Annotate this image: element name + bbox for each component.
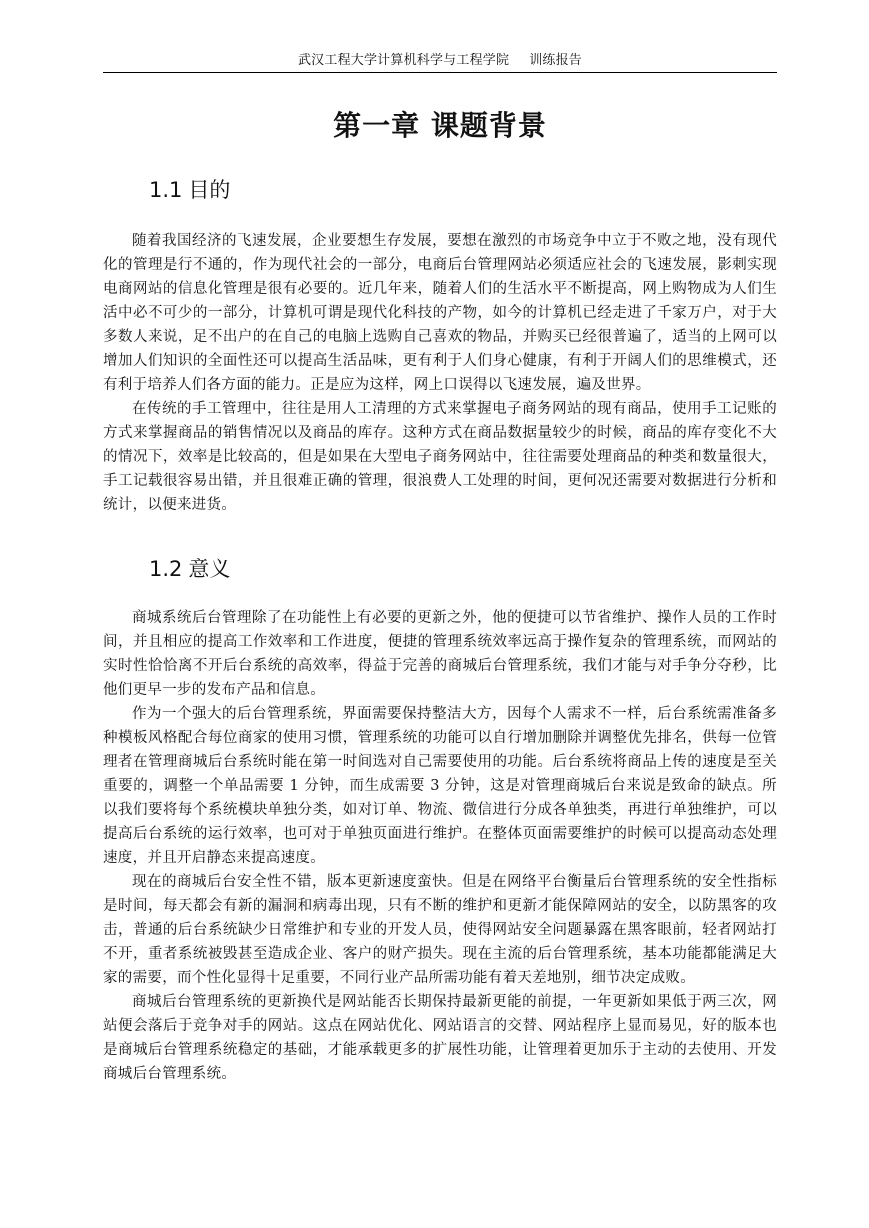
section-number: 1.1 bbox=[149, 178, 183, 202]
paragraph: 随着我国经济的飞速发展，企业要想生存发展，要想在激烈的市场竞争中立于不败之地，没有现代化的管理是行不通的，作为现代社会的一部分，电商后台管理网站必须适应社会的飞速发展，影刺实现电商网站的信息化管理是很有必要的。近几年来，随着人们的生活水平不断提高，网上购物成为人们生活中必不可少的一部分，计算机可谓是现代化科技的产物，如今的计算机已经走进了千家万户，对于大多数人来说，足不出户的在自己的电脑上选购自己喜欢的物品，并购买已经很普遍了，适当的上网可以增加人们知识的全面性还可以提高生活品味，更有利于人们身心健康，有利于开阔人们的思维模式，还有利于培养人们各方面的能力。正是应为这样，网上口误得以飞速发展，遍及世界。 bbox=[103, 233, 777, 393]
paragraph: 商城后台管理系统的更新换代是网站能否长期保持最新更能的前提，一年更新如果低于两三次，网站便会落后于竞争对手的网站。这点在网站优化、网站语言的交替、网站程序上显而易见，好的版本也是商城后台管理系统稳定的基础，才能承载更多的扩展性功能，让管理着更加乐于主动的去使用、开发商城后台管理系统。 bbox=[103, 994, 777, 1082]
header-doc-type: 训练报告 bbox=[529, 53, 582, 68]
paragraph: 作为一个强大的后台管理系统，界面需要保持整洁大方，因每个人需求不一样，后台系统需准备多种模板风格配合每位商家的使用习惯，管理系统的功能可以自行增加删除并调整优先排名，供每一位管理者在管理商城后台系统时能在第一时间选对自己需要使用的功能。后台系统将商品上传的速度是至关重要的，调整一个单品需要 1 分钟，而生成需要 3 分钟，这是对管理商城后台来说是致命的缺点。所以我们要将每个系统模块单独分类，如对订单、物流、微信进行分成各单独类，再进行单独维护，可以提高后台系统的运行效率，也可对于单独页面进行维护。在整体页面需要维护的时候可以提高动态处理速度，并且开启静态来提高速度。 bbox=[103, 706, 777, 866]
section-title: 目的 bbox=[188, 178, 231, 202]
section-title: 意义 bbox=[188, 557, 231, 581]
paragraph: 现在的商城后台安全性不错，版本更新速度蛮快。但是在网络平台衡量后台管理系统的安全性指标是时间，每天都会有新的漏洞和病毒出现，只有不断的维护和更新才能保障网站的安全，以防黑客的攻击，普通的后台系统缺少日常维护和专业的开发人员，使得网站安全问题暴露在黑客眼前，轻者网站打不开，重者系统被毁甚至造成企业、客户的财产损失。现在主流的后台管理系统，基本功能都能满足大家的需要，而个性化显得十足重要，不同行业产品所需功能有着天差地别，细节决定成败。 bbox=[103, 874, 777, 986]
paragraph: 商城系统后台管理除了在功能性上有必要的更新之外，他的便捷可以节省维护、操作人员的工作时间，并且相应的提高工作效率和工作进度，便捷的管理系统效率远高于操作复杂的管理系统，而网站的实时性恰恰离不开后台系统的高效率，得益于完善的商城后台管理系统，我们才能与对手争分夺秒，比他们更早一步的发布产品和信息。 bbox=[103, 610, 777, 698]
section-body-significance bbox=[103, 606, 777, 1086]
section-heading-purpose bbox=[149, 175, 230, 205]
paragraph: 在传统的手工管理中，往往是用人工清理的方式来掌握电子商务网站的现有商品，使用手工记账的方式来掌握商品的销售情况以及商品的库存。这种方式在商品数据量较少的时候，商品的库存变化不大的情况下，效率是比较高的，但是如果在大型电子商务网站中，往往需要处理商品的种类和数量很大，手工记载很容易出错，并且很难正确的管理，很浪费人工处理的时间，更何况还需要对数据进行分析和统计，以便来进货。 bbox=[103, 401, 777, 513]
running-header bbox=[103, 52, 777, 73]
section-body-purpose bbox=[103, 229, 777, 517]
chapter-title: 第一章 课题背景 bbox=[333, 109, 547, 142]
header-institution: 武汉工程大学计算机科学与工程学院 bbox=[297, 53, 510, 68]
section-heading-significance bbox=[149, 554, 230, 584]
section-number: 1.2 bbox=[149, 557, 183, 581]
